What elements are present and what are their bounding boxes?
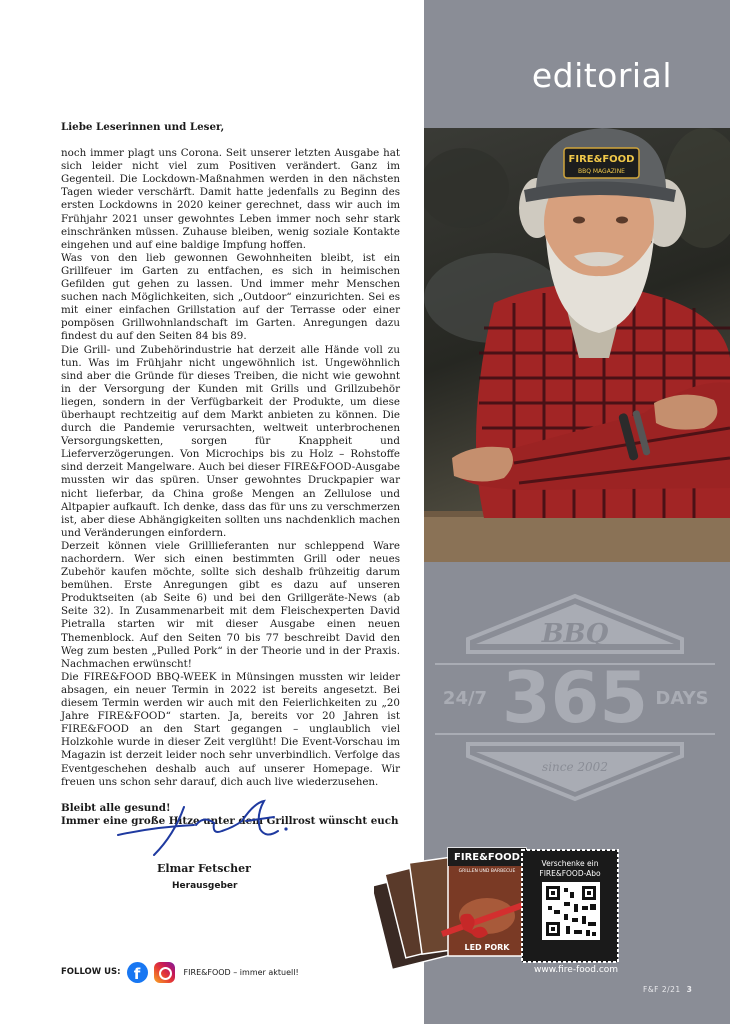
section-title: editorial [531,56,672,95]
follow-text: FIRE&FOOD – immer aktuell! [183,967,299,977]
facebook-icon[interactable]: f [127,962,148,983]
magazine-cover-title: FIRE&FOOD [454,852,520,863]
follow-label: FOLLOW US: [61,967,121,977]
badge-left-text: 24/7 [442,688,488,709]
badge-right-text: DAYS [655,688,709,709]
author-role: Herausgeber [172,881,238,891]
letter-paragraph-1: noch immer plagt uns Corona. Seit unserer letzten Ausgabe hat sich leider nicht viel zum Positiven verändert. Ganz im Gegenteil. Die Lockdown-Maßnahmen werden in den nächsten Tagen wieder verschärft. Damit hatte jedenfalls zu Beginn des ersten Lockdowns in 2020 keiner gerechnet, dass wir auch im Frühjahr 2021 unser gewohntes Leben immer noch sehr stark einschränken müssen. Zuhause bleiben, wenig soziale Kontakte eingehen und auf eine baldige Impfung hoffen. [61,147,400,251]
badge-top-text: BBQ [541,619,609,649]
page-number: 3 [686,985,693,994]
editorial-letter [61,121,400,828]
editor-photo [424,128,730,562]
badge-number: 365 [501,657,649,739]
letter-paragraph-2: Was von den lieb gewonnen Gewohnheiten bleibt, ist ein Grillfeuer im Garten zu entfachen, es sich in heimischen Gefilden gut gehen zu lassen. Und immer mehr Menschen suchen nach Möglichkeiten, sich „Outdoor“ einzurichten. Sei es mit einer einfachen Grillstation auf der Terrasse oder einer pompösen Grillwohnlandschaft im Garten. Anregungen dazu findest du auf den Seiten 84 bis 89. [61,251,400,343]
social-follow-bar [61,961,299,983]
badge-bottom-text: since 2002 [542,760,608,774]
letter-paragraph-5: Die FIRE&FOOD BBQ-WEEK in Münsingen mussten wir leider absagen, ein neuer Termin in 2022 ist bereits angesetzt. Bei diesem Termin werden wir auch mit den Feierlichkeiten zu „20 Jahre FIRE&FOOD“ starten. Ja, bereits vor 20 Jahren ist FIRE&FOOD an den Start gegangen – unglaublich viel Holzkohle wurde in dieser Zeit verglüht! Die Event-Vorschau im Magazin ist derzeit leider noch sehr unverbindlich. Verfolge das Eventgeschehen deshalb auch auf unserer Homepage. Wir freuen uns schon sehr darauf, dich auch live wiederzusehen. [61,670,400,788]
handwritten-signature [114,795,294,865]
letter-paragraph-3: Die Grill- und Zubehörindustrie hat derzeit alle Hände voll zu tun. Was im Frühjahr nicht ungewöhnlich ist. Ungewöhnlich sind aber die Gründe für dieses Treiben, die nicht wie gewohnt in der Versorgung der Kunden mit Grills und Grillzubehör liegen, sondern in der Verfügbarkeit der Produkte, um diese überhaupt rechtzeitig auf dem Markt anbieten zu können. Die durch die Pandemie verursachten, weltweit unterbrochenen Versorgungsketten, sorgen für Knappheit und Lieferverzögerungen. Von Microchips bis zu Holz – Rohstoffe sind derzeit Mangelware. Auch bei dieser FIRE&FOOD-Ausgabe mussten wir das spüren. Unser gewohntes Druckpapier war nicht lieferbar, da China große Mengen an Zellulose und Altpapier aufkauft. Ich denke, dass das für uns zu verschmerzen ist, aber diese Abhängigkeiten sollten uns nachdenklich machen und Veränderungen einfordern. [61,343,400,539]
qr-code-icon[interactable] [542,882,600,940]
instagram-icon[interactable] [154,962,175,983]
magazine-cover-subtitle: GRILLEN UND BARBECUE [458,869,516,874]
closing-line-2: Immer eine große Hitze unter dem Grillrost wünscht euch [61,814,399,827]
editor-portrait-illustration [424,128,730,562]
page-folio: F&F 2/21 [643,985,681,994]
cap-patch-text: FIRE&FOOD [568,154,635,165]
letter-paragraph-4: Derzeit können viele Grilllieferanten nur schleppend Ware nachordern. Wer sich einen bestimmten Grill oder neues Zubehör kaufen möchte, sollte sich deshalb frühzeitig darum bemühen. Erste Anregungen gibt es dazu auf unseren Produktseiten (ab Seite 6) und bei den Grillgeräte-News (ab Seite 32). In Zusammenarbeit mit dem Fleischexperten David Pietralla starten wir mit dieser Ausgabe einen neuen Themenblock. Auf den Seiten 70 bis 77 beschreibt David den Weg zum besten „Pulled Pork“ in der Theorie und in der Praxis. Nachmachen erwünscht! [61,539,400,670]
salutation: Liebe Leserinnen und Leser, [61,121,225,133]
cap-patch-subtext: BBQ MAGAZINE [578,168,625,175]
page-footer [643,985,692,994]
promo-url[interactable]: www.fire-food.com [534,965,619,975]
gift-line-2: FIRE&FOOD-Abo [539,869,601,878]
bbq-365-badge [430,594,720,804]
subscription-promo[interactable] [374,842,624,982]
gift-line-1: Verschenke ein [541,859,599,868]
author-name: Elmar Fetscher [157,862,251,875]
closing-line-1: Bleibt alle gesund! [61,801,171,814]
magazine-cover-text: LED PORK [464,943,510,952]
